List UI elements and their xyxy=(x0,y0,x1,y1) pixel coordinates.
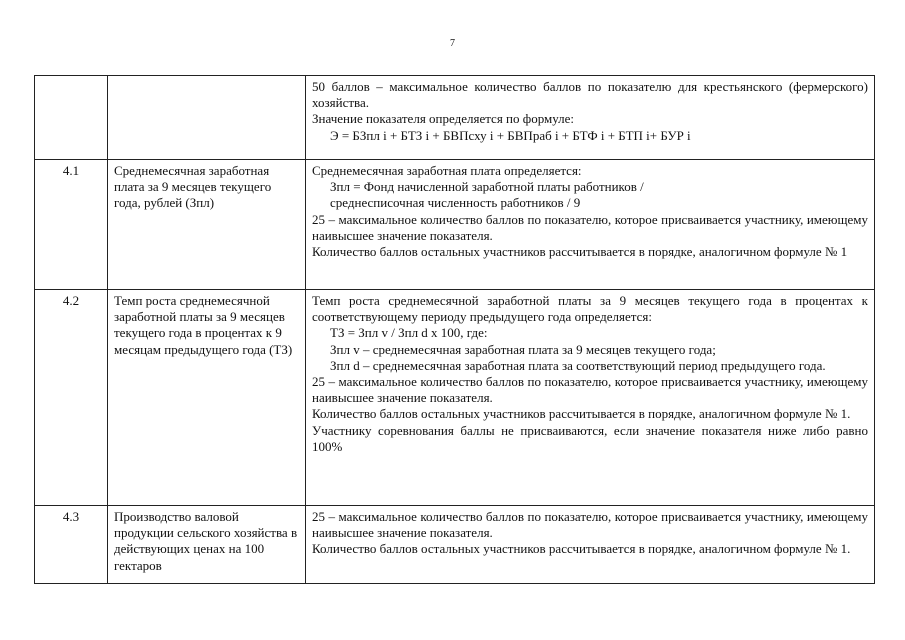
table-row xyxy=(35,76,875,160)
indicator-description xyxy=(306,76,875,160)
description-paragraph: Зпл = Фонд начисленной заработной платы работников / xyxy=(330,179,644,195)
indicator-number: 4.2 xyxy=(35,290,108,506)
indicator-description xyxy=(306,506,875,584)
description-paragraph: Количество баллов остальных участников рассчитывается в порядке, аналогичном формуле № 1 xyxy=(312,244,848,260)
description-paragraph: Зпл v – среднемесячная заработная плата за 9 месяцев текущего года; xyxy=(330,341,716,357)
description-paragraph: Участнику соревнования баллы не присваиваются, если значение показателя ниже либо равно 100% xyxy=(312,422,868,454)
indicator-name: Среднемесячная заработная плата за 9 месяцев текущего года, рублей (Зпл) xyxy=(108,160,306,290)
indicator-description xyxy=(306,160,875,290)
indicator-number: 4.1 xyxy=(35,160,108,290)
description-paragraph: ТЗ = Зпл v / Зпл d x 100, где: xyxy=(330,325,488,341)
description-paragraph: 25 – максимальное количество баллов по показателю, которое присваивается участнику, имеющему наивысшее значение показателя. xyxy=(312,509,868,541)
description-paragraph: Зпл d – среднемесячная заработная плата за соответствующий период предыдущего года. xyxy=(330,357,826,373)
indicator-number xyxy=(35,76,108,160)
indicator-number: 4.3 xyxy=(35,506,108,584)
table-row xyxy=(35,290,875,506)
description-paragraph: 25 – максимальное количество баллов по показателю, которое присваивается участнику, имеющему наивысшее значение показателя. xyxy=(312,211,868,243)
description-paragraph: 25 – максимальное количество баллов по показателю, которое присваивается участнику, имеющему наивысшее значение показателя. xyxy=(312,374,868,406)
table-row xyxy=(35,160,875,290)
indicator-name xyxy=(108,76,306,160)
indicators-table xyxy=(34,75,875,584)
description-paragraph: Количество баллов остальных участников рассчитывается в порядке, аналогичном формуле № 1. xyxy=(312,406,851,422)
indicators-table-body xyxy=(35,76,875,584)
indicator-name: Производство валовой продукции сельского хозяйства в действующих ценах на 100 гектаров xyxy=(108,506,306,584)
description-paragraph: Количество баллов остальных участников рассчитывается в порядке, аналогичном формуле № 1. xyxy=(312,541,851,557)
description-paragraph: Темп роста среднемесячной заработной платы за 9 месяцев текущего года в процентах к соответствующему периоду предыдущего года определяется: xyxy=(312,293,868,325)
table-row xyxy=(35,506,875,584)
description-paragraph: среднесписочная численность работников / 9 xyxy=(330,195,581,211)
indicator-description xyxy=(306,290,875,506)
description-paragraph: 50 баллов – максимальное количество баллов по показателю для крестьянского (фермерского) хозяйства. xyxy=(312,79,868,111)
description-paragraph: Значение показателя определяется по формуле: xyxy=(312,111,575,127)
indicator-name: Темп роста среднемесячной заработной платы за 9 месяцев текущего года в процентах к 9 месяцам предыдущего года (ТЗ) xyxy=(108,290,306,506)
description-paragraph: Э = БЗпл i + БТЗ i + БВПсху i + БВПраб i + БТФ i + БТП i+ БУР i xyxy=(330,127,691,143)
description-paragraph: Среднемесячная заработная плата определяется: xyxy=(312,163,582,178)
page-number: 7 xyxy=(450,38,455,49)
